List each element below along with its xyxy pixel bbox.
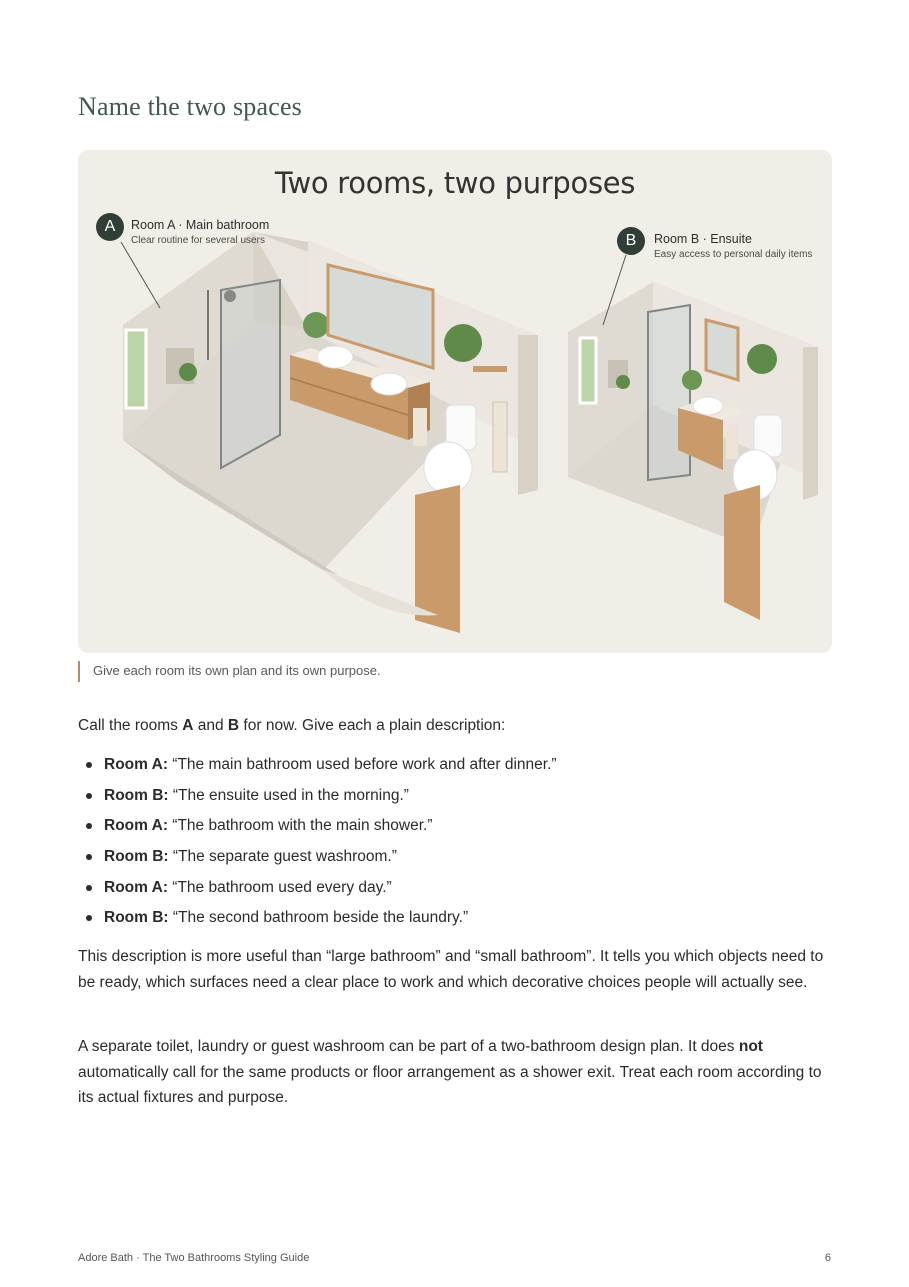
intro-text-and: and [193, 717, 228, 734]
list-item-text: “The main bathroom used before work and after dinner.” [168, 756, 557, 773]
list-item [78, 783, 838, 814]
page-number: 6 [824, 1252, 831, 1264]
room-a-sublabel: Clear routine for several users [131, 235, 265, 246]
para2-emphasis: not [738, 1038, 763, 1055]
intro-room-b: B [227, 717, 240, 734]
room-a-drawing [123, 232, 538, 633]
leader-line-a [121, 242, 160, 308]
bullet-dot [86, 885, 92, 891]
list-item-room: Room B: [104, 909, 169, 927]
figure-heading: Two rooms, two purposes [274, 166, 636, 200]
room-a-label: Room A · Main bathroom [131, 218, 270, 232]
list-item-text: “The ensuite used in the morning.” [168, 786, 409, 804]
paragraph-usefulness: This description is more useful than “large bathroom” and “small bathroom”. It tells you which objects need to be ready, which surfaces need a clear place to work and which decorative choices people will actually see. [78, 948, 824, 991]
bullet-dot [86, 823, 92, 829]
list-item [78, 905, 838, 936]
intro-paragraph [78, 713, 838, 739]
list-item [78, 813, 838, 844]
list-item-room: Room A: [104, 756, 168, 773]
bullet-dot [86, 762, 92, 768]
room-b-label: Room B · Ensuite [654, 232, 752, 246]
list-item-text: “The bathroom with the main shower.” [168, 817, 433, 835]
para2-text-end: automatically call for the same products or floor arrangement as a shower exit. Treat each room according to its actual fixtures and purpose. [78, 1063, 822, 1106]
room-b-drawing [568, 282, 818, 620]
intro-text-end: for now. Give each a plain description: [239, 717, 506, 734]
paragraph-separate-rooms [78, 1034, 838, 1111]
room-a-marker: A [96, 213, 124, 241]
bathroom-illustration [78, 150, 832, 653]
list-item-room: Room A: [104, 817, 168, 835]
room-b-marker: B [617, 227, 645, 255]
room-b-sublabel: Easy access to personal daily items [654, 249, 813, 260]
figure-caption: Give each room its own plan and its own purpose. [78, 661, 381, 682]
list-item-room: Room A: [104, 878, 168, 896]
room-description-list [78, 752, 838, 936]
list-item-text: “The second bathroom beside the laundry.” [168, 909, 469, 927]
list-item [78, 875, 838, 906]
para2-text-start: A separate toilet, laundry or guest washroom can be part of a two-bathroom design plan. It does [78, 1038, 739, 1055]
list-item [78, 752, 838, 783]
list-item-room: Room B: [104, 786, 169, 804]
intro-text-start: Call the rooms [78, 717, 183, 734]
list-item-text: “The separate guest washroom.” [168, 848, 397, 866]
list-item-text: “The bathroom used every day.” [168, 878, 392, 896]
bullet-dot [86, 854, 92, 860]
footer-document-title: Adore Bath · The Two Bathrooms Styling Guide [78, 1252, 310, 1264]
intro-room-a: A [182, 717, 194, 734]
list-item [78, 844, 838, 875]
bullet-dot [86, 915, 92, 921]
bullet-dot [86, 793, 92, 799]
page-title: Name the two spaces [78, 92, 303, 121]
list-item-room: Room B: [104, 848, 169, 866]
